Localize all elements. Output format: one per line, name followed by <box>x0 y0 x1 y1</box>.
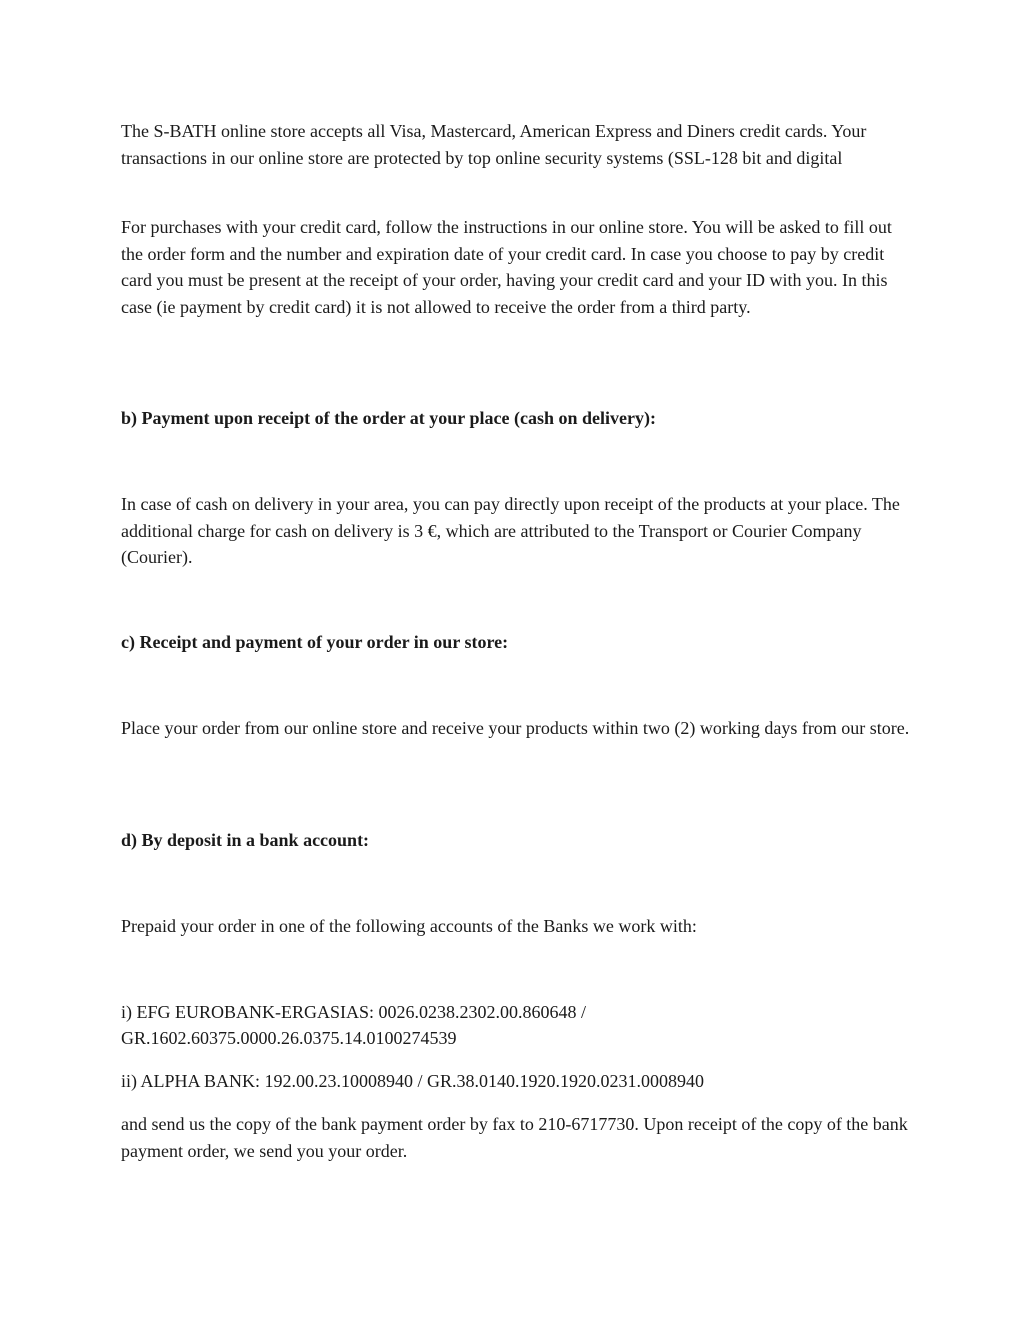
section-d-heading: d) By deposit in a bank account: <box>121 830 370 850</box>
section-c-heading: c) Receipt and payment of your order in our store: <box>121 632 509 652</box>
credit-card-paragraph: For purchases with your credit card, follow the instructions in our online store. You will be asked to fill out the order form and the number and expiration date of your credit card. In case you choose to pay by credit card you must be present at the receipt of your order, having your credit card and your ID with you. In this case (ie payment by credit card) it is not allowed to receive the order from a third party. <box>121 217 892 317</box>
bank-account-1-line1: i) EFG EUROBANK-ERGASIAS: 0026.0238.2302.00.860648 / <box>121 1002 587 1022</box>
section-d-intro: Prepaid your order in one of the following accounts of the Banks we work with: <box>121 916 697 936</box>
bank-account-2: ii) ALPHA BANK: 192.00.23.10008940 / GR.38.0140.1920.1920.0231.0008940 <box>121 1071 705 1091</box>
closing-paragraph: and send us the copy of the bank payment order by fax to 210-6717730. Upon receipt of the copy of the bank payment order, we send you your order. <box>121 1114 908 1161</box>
section-b-text: In case of cash on delivery in your area, you can pay directly upon receipt of the products at your place. The additional charge for cash on delivery is 3 €, which are attributed to the Transport or Courier Company (Courier). <box>121 494 900 567</box>
section-b-heading: b) Payment upon receipt of the order at your place (cash on delivery): <box>121 408 656 428</box>
bank-account-1-line2: GR.1602.60375.0000.26.0375.14.0100274539 <box>121 1028 457 1048</box>
section-c-text: Place your order from our online store and receive your products within two (2) working days from our store. <box>121 718 910 738</box>
intro-paragraph: The S-BATH online store accepts all Visa, Mastercard, American Express and Diners credit cards. Your transactions in our online store are protected by top online security systems (SSL-128 bit and digital <box>121 121 867 168</box>
